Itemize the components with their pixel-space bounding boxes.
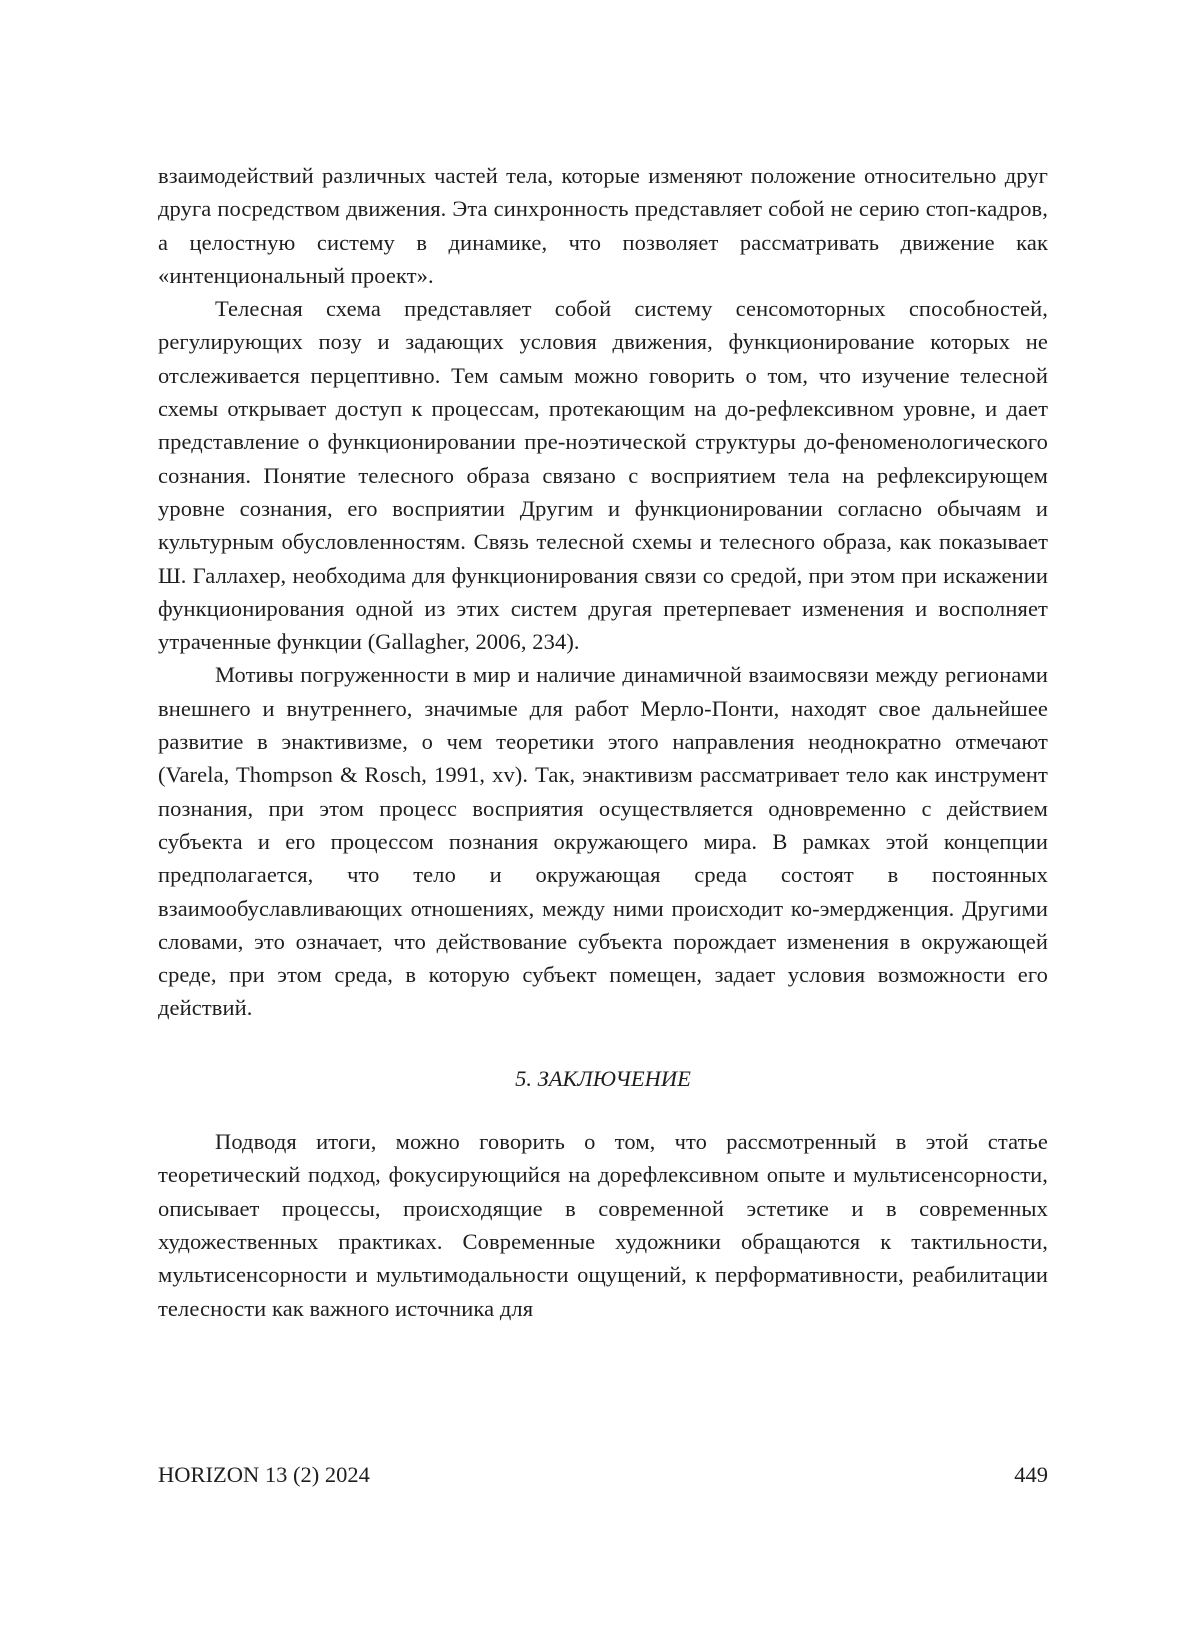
journal-reference: HORIZON 13 (2) 2024: [158, 1462, 370, 1487]
paragraph-conclusion: Подводя итоги, можно говорить о том, что рассмотренный в этой статье теоретический подход, фокусирующийся на дорефлексивном опыте и мультисенсорности, описывает процессы, происходящие в современной эстетике и в современных художественных практиках. Современные художники обращаются к тактильности, мультисенсорности и мультимодальности ощущений, к перформативности, реабилитации телесности как важного источника для: [158, 1129, 1048, 1321]
page-footer: [158, 1458, 1048, 1491]
section-heading-conclusion: 5. ЗАКЛЮЧЕНИЕ: [515, 1065, 691, 1091]
paragraph-continuation: взаимодействий различных частей тела, которые изменяют положение относительно друг друга посредством движения. Эта синхронность представляет собой не серию стоп-кадров, а целостную систему в динамике, что позволяет рассматривать движение как «интенциональный проект».: [158, 163, 1048, 288]
body-text: [158, 159, 1048, 1325]
paragraph-body-schema: Телесная схема представляет собой систему сенсомоторных способностей, регулирующих позу и задающих условия движения, функционирование которых не отслеживается перцептивно. Тем самым можно говорить о том, что изучение телесной схемы открывает доступ к процессам, протекающим на до-рефлексивном уровне, и дает представление о функционировании пре-ноэтической структуры до-феноменологического сознания. Понятие телесного образа связано с восприятием тела на рефлексирующем уровне сознания, его восприятии Другим и функционировании согласно обычаям и культурным обусловленностям. Связь телесной схемы и телесного образа, как показывает Ш. Галлахер, необходима для функционирования связи со средой, при этом при искажении функционирования одной из этих систем другая претерпевает изменения и восполняет утраченные функции (Gallagher, 2006, 234).: [158, 296, 1048, 655]
paragraph-enactivism: Мотивы погруженности в мир и наличие динамичной взаимосвязи между регионами внешнего и внутреннего, значимые для работ Мерло-Понти, находят свое дальнейшее развитие в энактивизме, о чем теоретики этого направления неоднократно отмечают (Varela, Thompson & Rosch, 1991, xv). Так, энактивизм рассматривает тело как инструмент познания, при этом процесс восприятия осуществляется одновременно с действием субъекта и его процессом познания окружающего мира. В рамках этой концепции предполагается, что тело и окружающая среда состоят в постоянных взаимообуславливающих отношениях, между ними происходит ко-эмердженция. Другими словами, это означает, что действование субъекта порождает изменения в окружающей среде, при этом среда, в которую субъект помещен, задает условия возможности его действий.: [158, 662, 1048, 1021]
page-number: 449: [1014, 1462, 1048, 1487]
